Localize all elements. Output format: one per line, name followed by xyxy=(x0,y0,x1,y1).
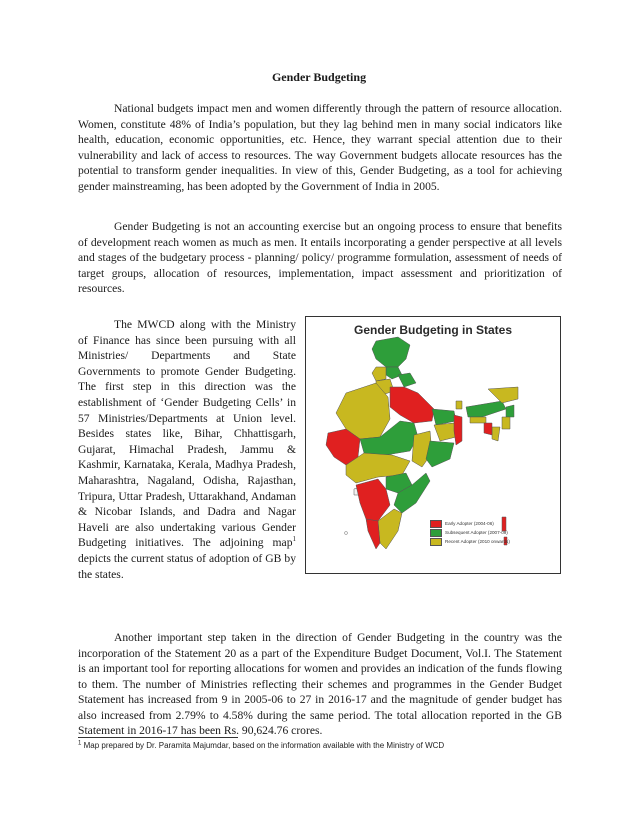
legend-swatch-subsequent xyxy=(430,529,442,537)
region-tripura xyxy=(484,423,492,435)
region-assam xyxy=(466,401,506,417)
region-uttarakhand xyxy=(398,373,416,387)
paragraph-statement-text: Another important step taken in the direction of Gender Budgeting in the country was the incorporation of the Statement 20 as a part of the Expenditure Budget Document, Vol.I. The Statement is an important tool for reporting allocations for women and provides an indication of the funds flowing to them. The number of Ministries reflecting their schemes and programmes in the Gender Budget Statement has increased from 9 in 2005-06 to 27 in 2016-17 and the magnitude of gender budget has also increased from 2.79% to 4.58% during the same period. The total allocation reported in the GB Statement in 2016-17 has been Rs. 90,624.76 crores. xyxy=(78,631,562,737)
legend-item-recent xyxy=(430,537,510,546)
region-jammu-kashmir xyxy=(372,337,410,367)
legend-item-subsequent xyxy=(430,528,510,537)
region-nagaland xyxy=(506,405,514,417)
paragraph-intro xyxy=(78,101,562,194)
region-arunachal xyxy=(488,387,518,403)
legend-label-subsequent: Subsequent Adopter (2007-09) xyxy=(445,530,508,535)
footnote-number: 1 xyxy=(78,740,82,747)
footnote xyxy=(78,741,562,750)
paragraph-statement xyxy=(78,630,562,739)
paragraph-mwcd-text-end: depicts the current status of adoption of GB by the states. xyxy=(78,551,296,581)
paragraph-mwcd xyxy=(78,317,296,582)
region-punjab xyxy=(372,367,386,381)
legend-swatch-early xyxy=(430,520,442,528)
region-meghalaya xyxy=(470,417,486,423)
region-odisha xyxy=(426,441,454,467)
region-kerala xyxy=(366,519,380,549)
region-manipur xyxy=(502,417,510,429)
region-uttar-pradesh xyxy=(390,387,434,423)
region-karnataka xyxy=(356,479,390,521)
legend-label-recent: Recent Adopter (2010 onwards) xyxy=(445,539,510,544)
footnote-divider xyxy=(78,737,238,738)
gender-budgeting-map xyxy=(305,316,561,574)
region-jharkhand xyxy=(434,423,456,441)
footnote-reference[interactable]: 1 xyxy=(292,535,296,544)
paragraph-intro-text: National budgets impact men and women differently through the pattern of resource allocation. Women, constitute 48% of India’s population, but they lag behind men in many social indicators like health, education, economic opportunities, etc. Hence, they warrant special attention due to their vulnerability and lack of access to resources. The way Government budgets allocate resources has the potential to transform gender inequalities. In view of this, Gender Budgeting, as a tool for achieving gender mainstreaming, has been adopted by the Government of India in 2005. xyxy=(78,102,562,193)
region-west-bengal xyxy=(454,415,462,445)
legend-item-early xyxy=(430,519,510,528)
paragraph-process xyxy=(78,219,562,297)
region-bihar xyxy=(432,409,456,425)
paragraph-process-text: Gender Budgeting is not an accounting exercise but an ongoing process to ensure that benefits of development reach women as much as men. It entails incorporating a gender perspective at all levels and stages of the budgetary process - planning/ policy/ programme formulation, assessment of needs of target groups, allocation of resources, implementation, impact assessment and prioritization of resources. xyxy=(78,220,562,295)
region-lakshadweep xyxy=(345,532,348,535)
footnote-text: Map prepared by Dr. Paramita Majumdar, based on the information available with the Ministry of WCD xyxy=(83,741,445,750)
page-title: Gender Budgeting xyxy=(271,70,367,84)
paragraph-mwcd-text: The MWCD along with the Ministry of Finance has since been pursuing with all Ministries/ Departments and State Governments to promote Gender Budgeting. The first step in this direction was the establishment of ‘Gender Budgeting Cells’ in 57 Ministries/Departments at Union level. Besides states like, Bihar, Chhattisgarh, Gujarat, Himachal Pradesh, Jammu & Kashmir, Karnataka, Kerala, Madhya Pradesh, Maharashtra, Nagaland, Odisha, Rajasthan, Tripura, Uttar Pradesh, Uttarakhand, Andaman & Nicobar Islands, and Dadra and Nagar Haveli are also undertaking various Gender Budgeting initiatives. The adjoining map xyxy=(78,318,296,550)
legend-swatch-recent xyxy=(430,538,442,546)
map-title: Gender Budgeting in States xyxy=(353,323,512,337)
map-legend xyxy=(430,519,510,546)
legend-label-early: Early Adopter (2004-06) xyxy=(445,521,494,526)
region-sikkim xyxy=(456,401,462,409)
region-mizoram xyxy=(492,427,500,441)
